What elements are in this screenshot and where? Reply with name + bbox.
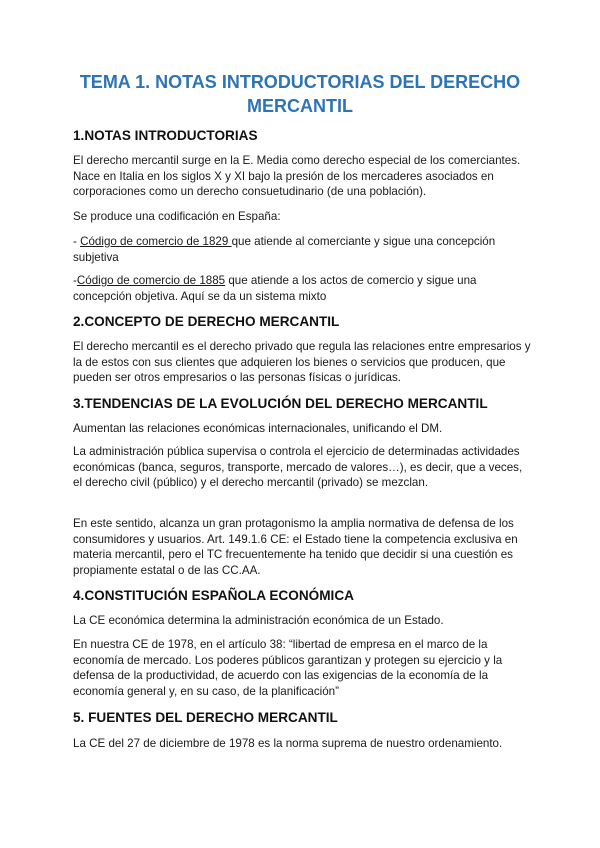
list-prefix: - — [73, 274, 77, 287]
document-title: TEMA 1. NOTAS INTRODUCTORIAS DEL DERECHO MERCANTIL — [79, 72, 521, 116]
paragraph-ce-economica: La CE económica determina la administración económica de un Estado. — [73, 614, 444, 627]
section-heading-concepto: 2.CONCEPTO DE DERECHO MERCANTIL — [73, 314, 340, 329]
list-prefix: - — [73, 235, 81, 248]
section-heading-constitucion: 4.CONSTITUCIÓN ESPAÑOLA ECONÓMICA — [73, 588, 354, 603]
paragraph-codificacion: Se produce una codificación en España: — [73, 210, 281, 223]
paragraph-ce-1978: La CE del 27 de diciembre de 1978 es la norma suprema de nuestro ordenamiento. — [73, 737, 503, 750]
paragraph-relaciones: Aumentan las relaciones económicas internacionales, unificando el DM. — [73, 422, 443, 435]
codigo-1829-link[interactable]: Código de comercio de 1829 — [80, 235, 232, 248]
paragraph-origen: El derecho mercantil surge en la E. Media como derecho especial de los comerciantes. Nace en Italia en los siglos X y XI bajo la presión de los mercaderes asociados en corporaciones como un derecho consuetudinario (de una población). — [73, 154, 521, 199]
list-item-text: que atiende a los actos de comercio y sigue una concepción objetiva. Aquí se da un sistema mixto — [73, 274, 477, 303]
section-heading-notas: 1.NOTAS INTRODUCTORIAS — [73, 128, 258, 143]
codigo-1885-link[interactable]: Código de comercio de 1885 — [76, 274, 226, 287]
paragraph-administracion: La administración pública supervisa o controla el ejercicio de determinadas actividades económicas (banca, seguros, transporte, mercado de valores…), es decir, que a veces, el derecho civil (público) y el derecho mercantil (privado) se mezclan. — [73, 445, 523, 490]
list-item-codigo-1885 — [73, 273, 533, 304]
paragraph-concepto: El derecho mercantil es el derecho privado que regula las relaciones entre empresarios y la de estos con sus clientes que adquieren los bienes o servicios que producen, que pueden ser otros empresarios o las personas físicas o jurídicas. — [73, 340, 531, 385]
list-item-text: que atiende al comerciante y sigue una concepción subjetiva — [73, 235, 496, 264]
section-heading-tendencias: 3.TENDENCIAS DE LA EVOLUCIÓN DEL DERECHO MERCANTIL — [73, 396, 488, 411]
list-item-codigo-1829 — [73, 234, 533, 265]
section-heading-fuentes: 5. FUENTES DEL DERECHO MERCANTIL — [73, 710, 338, 725]
paragraph-articulo-38: En nuestra CE de 1978, en el artículo 38: “libertad de empresa en el marco de la economía de mercado. Los poderes públicos garantizan y protegen su ejercicio y la defensa de la productividad, de acuerdo con las exigencias de la economía de la economía general y, en su caso, de la planificación” — [73, 638, 503, 698]
paragraph-consumidores: En este sentido, alcanza un gran protagonismo la amplia normativa de defensa de los consumidores y usuarios. Art. 149.1.6 CE: el Estado tiene la competencia exclusiva en materia mercantil, pero el TC frecuentemente ha tenido que decidir si una cuestión es propiamente estatal o de las CC.AA. — [73, 517, 518, 577]
